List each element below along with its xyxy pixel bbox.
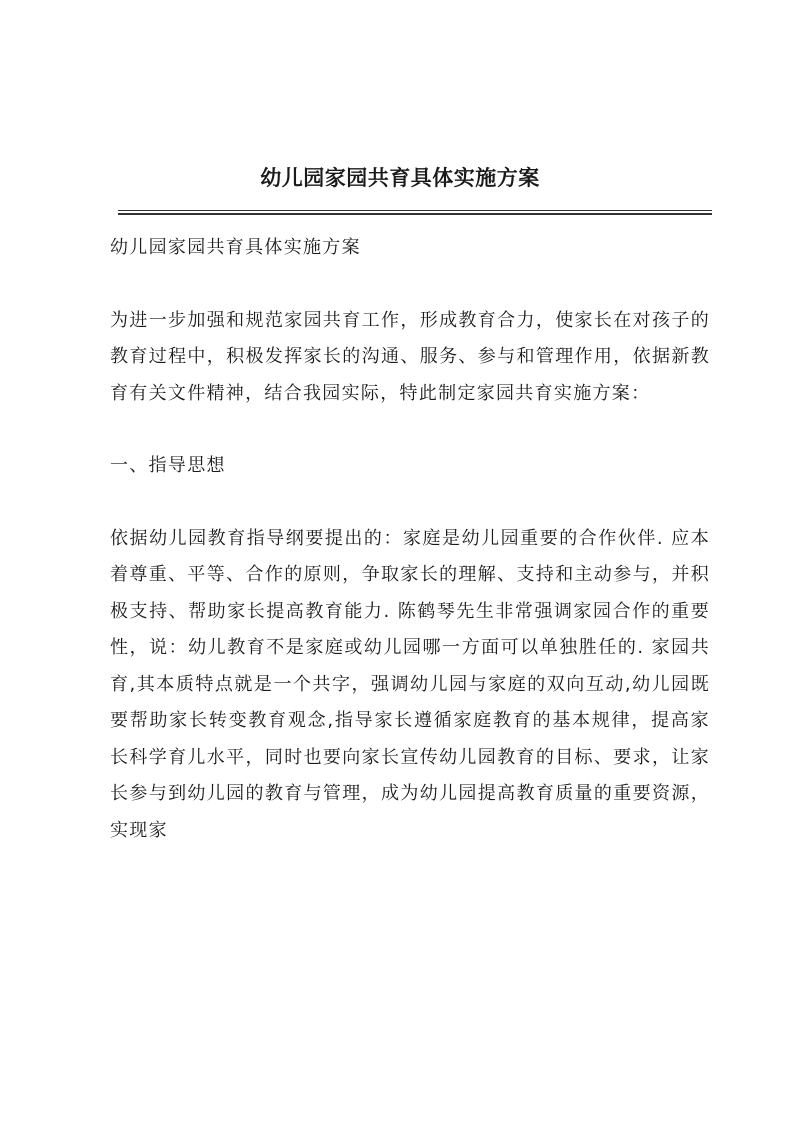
title-divider — [118, 210, 712, 215]
document-subtitle: 幼儿园家园共育具体实施方案 — [110, 237, 361, 258]
document-body — [110, 230, 710, 849]
section-heading-guiding-ideology: 一、指导思想 — [110, 455, 226, 476]
guiding-ideology-paragraph: 依据幼儿园教育指导纲要提出的：家庭是幼儿园重要的合作伙伴. 应本着尊重、平等、合作的原则，争取家长的理解、支持和主动参与，并积极支持、帮助家长提高教育能力. 陈鹤琴先生非常强调家园合作的重要性，说：幼儿教育不是家庭或幼儿园哪一方面可以单独胜任的. 家园共育,其本质特点就是一个共字，强调幼儿园与家庭的双向互动,幼儿园既要帮助家长转变教育观念,指导家长遵循家庭教育的基本规律，提高家长科学育儿水平，同时也要向家长宣传幼儿园教育的目标、要求，让家长参与到幼儿园的教育与管理，成为幼儿园提高教育质量的重要资源，实现家 — [110, 527, 710, 841]
intro-paragraph: 为进一步加强和规范家园共育工作，形成教育合力，使家长在对孩子的教育过程中，积极发挥家长的沟通、服务、参与和管理作用，依据新教育有关文件精神，结合我园实际，特此制定家园共育实施方案： — [110, 309, 710, 404]
document-title: 幼儿园家园共育具体实施方案 — [260, 165, 540, 190]
